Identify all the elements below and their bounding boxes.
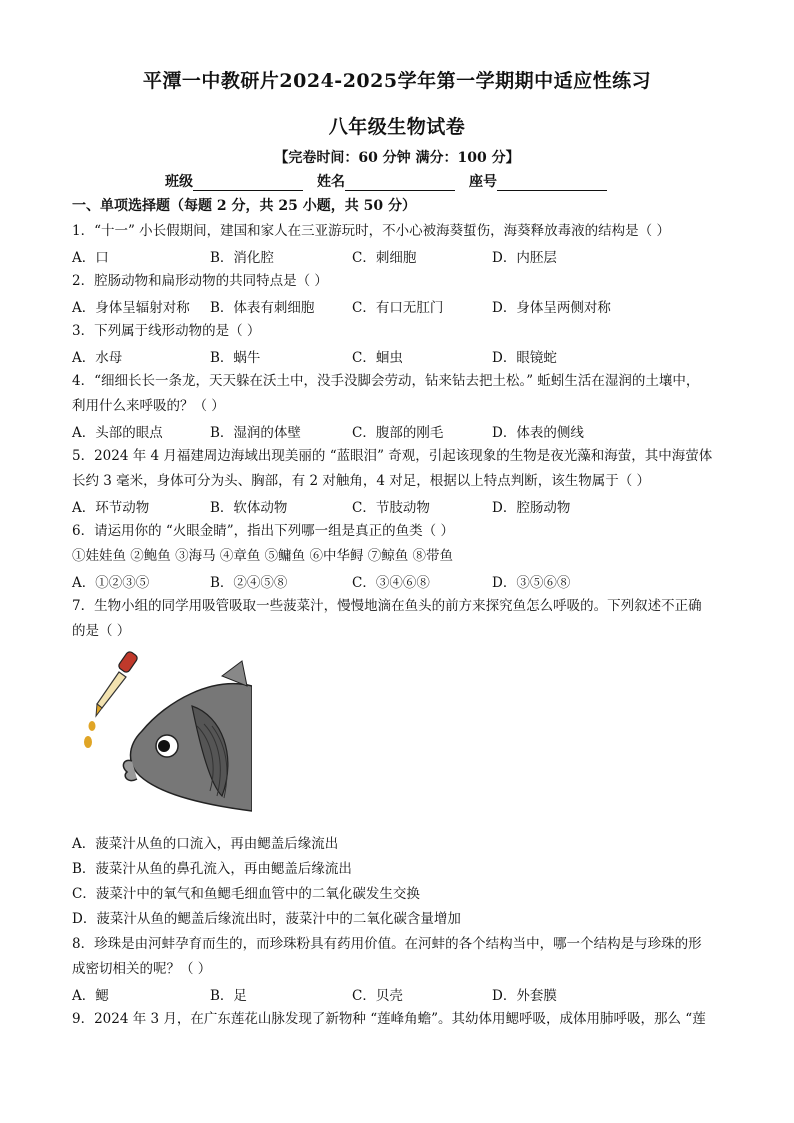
option-b[interactable]: B．湿润的体壁 (210, 425, 301, 441)
option-a[interactable]: A．身体呈辐射对称 (72, 300, 190, 316)
question-7-option-d[interactable]: D．菠菜汁从鱼的鳃盖后缘流出时，菠菜汁中的二氧化碳含量增加 (72, 911, 461, 927)
option-a[interactable]: A．环节动物 (72, 500, 150, 516)
option-d[interactable]: D．身体呈两侧对称 (492, 300, 611, 316)
question-6-stem: 6．请运用你的 “火眼金睛”，指出下列哪一组是真正的鱼类（ ） (72, 523, 454, 539)
option-b[interactable]: B．消化腔 (210, 250, 274, 266)
question-6-items: ①娃娃鱼 ②鲍鱼 ③海马 ④章鱼 ⑤鳙鱼 ⑥中华鲟 ⑦鲸鱼 ⑧带鱼 (72, 548, 454, 564)
seat-label: 座号 (469, 174, 497, 190)
class-blank[interactable] (193, 174, 303, 191)
question-5-stem-line2: 长约 3 毫米，身体可分为头、胸部，有 2 对触角，4 对足，根据以上特点判断，该生物属于（ ） (72, 473, 651, 489)
option-b[interactable]: B．足 (210, 988, 247, 1004)
question-4-stem-line2: 利用什么来呼吸的？（ ） (72, 398, 225, 414)
question-7-stem-line2: 的是（ ） (72, 623, 131, 639)
exam-info: 【完卷时间：60 分钟 满分：100 分】 (274, 150, 520, 166)
exam-subtitle: 八年级生物试卷 (328, 116, 466, 138)
exam-title: 平潭一中教研片2024-2025学年第一学期期中适应性练习 (142, 70, 652, 92)
question-3-options (72, 346, 732, 366)
option-c[interactable]: C．贝壳 (352, 988, 403, 1004)
option-a[interactable]: A．头部的眼点 (72, 425, 163, 441)
option-d[interactable]: D．③⑤⑥⑧ (492, 575, 571, 591)
student-fields (165, 171, 607, 191)
section-heading: 一、单项选择题（每题 2 分，共 25 小题，共 50 分） (72, 198, 416, 214)
option-c[interactable]: C．节肢动物 (352, 500, 430, 516)
question-4-stem-line1: 4．“细细长长一条龙，天天躲在沃土中，没手没脚会劳动，钻来钻去把土松。” 蚯蚓生活在湿润的土壤中， (72, 373, 700, 389)
question-7-option-b[interactable]: B．菠菜汁从鱼的鼻孔流入，再由鳃盖后缘流出 (72, 861, 352, 877)
option-c[interactable]: C．③④⑥⑧ (352, 575, 430, 591)
option-d[interactable]: D．外套膜 (492, 988, 557, 1004)
question-1-options (72, 246, 732, 266)
name-label: 姓名 (317, 174, 345, 190)
option-a[interactable]: A．水母 (72, 350, 123, 366)
question-7-option-c[interactable]: C．菠菜汁中的氧气和鱼鳃毛细血管中的二氧化碳发生交换 (72, 886, 420, 902)
option-d[interactable]: D．腔肠动物 (492, 500, 571, 516)
name-field[interactable] (317, 171, 455, 191)
option-c[interactable]: C．腹部的刚毛 (352, 425, 444, 441)
fish-head (123, 661, 252, 811)
class-label: 班级 (165, 174, 193, 190)
question-5-stem-line1: 5．2024 年 4 月福建周边海域出现美丽的 “蓝眼泪” 奇观，引起该现象的生物是夜光藻和海萤，其中海萤体 (72, 448, 713, 464)
question-7-stem-line1: 7．生物小组的同学用吸管吸取一些菠菜汁，慢慢地滴在鱼头的前方来探究鱼怎么呼吸的。下列叙述不正确 (72, 598, 702, 614)
option-a[interactable]: A．①②③⑤ (72, 575, 150, 591)
question-4-options (72, 421, 732, 441)
seat-field[interactable] (469, 171, 607, 191)
class-field[interactable] (165, 171, 303, 191)
dropper-icon (84, 650, 139, 748)
question-5-options (72, 496, 732, 516)
question-2-options (72, 296, 732, 316)
option-b[interactable]: B．体表有刺细胞 (210, 300, 315, 316)
option-d[interactable]: D．体表的侧线 (492, 425, 584, 441)
option-a[interactable]: A．口 (72, 250, 109, 266)
question-8-options (72, 984, 732, 1004)
question-1-stem: 1．“十一” 小长假期间，建国和家人在三亚游玩时，不小心被海葵蜇伤，海葵释放毒液的结构是（ ） (72, 223, 670, 239)
option-b[interactable]: B．②④⑤⑧ (210, 575, 288, 591)
question-8-stem-line2: 成密切相关的呢？（ ） (72, 961, 212, 977)
option-c[interactable]: C．蛔虫 (352, 350, 403, 366)
option-c[interactable]: C．有口无肛门 (352, 300, 444, 316)
option-d[interactable]: D．内胚层 (492, 250, 557, 266)
option-a[interactable]: A．鳃 (72, 988, 109, 1004)
seat-blank[interactable] (497, 174, 607, 191)
option-b[interactable]: B．软体动物 (210, 500, 288, 516)
question-2-stem: 2．腔肠动物和扁形动物的共同特点是（ ） (72, 273, 328, 289)
option-b[interactable]: B．蜗牛 (210, 350, 261, 366)
question-7-option-a[interactable]: A．菠菜汁从鱼的口流入，再由鳃盖后缘流出 (72, 836, 339, 852)
question-6-options (72, 571, 732, 591)
option-c[interactable]: C．刺细胞 (352, 250, 417, 266)
fish-illustration (72, 646, 252, 826)
question-8-stem-line1: 8．珍珠是由河蚌孕育而生的，而珍珠粉具有药用价值。在河蚌的各个结构当中，哪一个结构是与珍珠的形 (72, 936, 702, 952)
question-9-stem-line1: 9．2024 年 3 月，在广东莲花山脉发现了新物种 “莲峰角蟾”。其幼体用鳃呼吸，成体用肺呼吸，那么 “莲 (72, 1011, 706, 1027)
question-3-stem: 3．下列属于线形动物的是（ ） (72, 323, 261, 339)
name-blank[interactable] (345, 174, 455, 191)
option-d[interactable]: D．眼镜蛇 (492, 350, 557, 366)
